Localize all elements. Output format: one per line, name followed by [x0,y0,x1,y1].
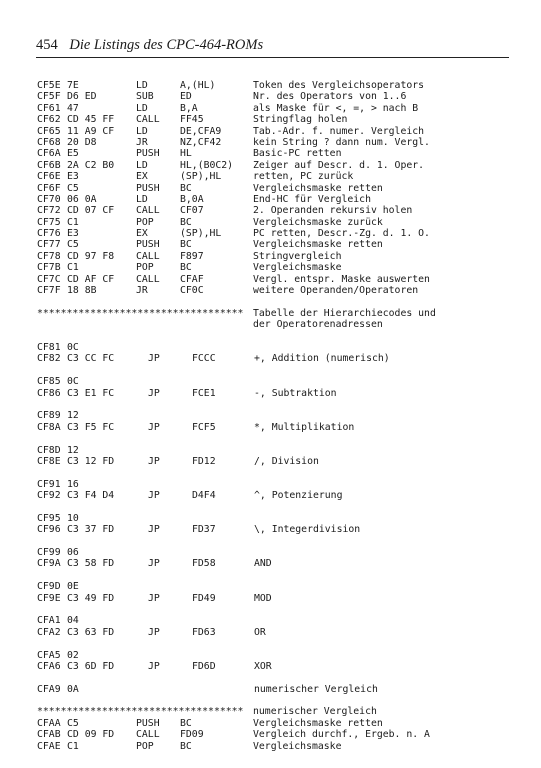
address: CF65 [37,125,61,137]
mnemonic: SUB [136,91,154,103]
code-line [37,262,507,273]
table-entry-code [37,650,507,661]
mnemonic: PUSH [136,182,160,194]
operand: HL,(B0C2) [180,159,234,171]
mnemonic: JP [148,626,160,638]
mnemonic: JR [136,136,148,148]
header-rule [36,57,509,58]
address: CF86 [37,387,61,399]
operand: BC [180,717,192,729]
operand: CFAF [180,273,204,285]
table-entry-code [37,445,507,456]
mnemonic: CALL [136,114,160,126]
address: CF5F [37,91,61,103]
hex-bytes: C5 [67,182,79,194]
comment: *, Multiplikation [254,421,355,433]
hex-bytes: 2A C2 B0 [67,159,115,171]
address: CF89 [37,410,61,422]
address: CFA9 [37,683,61,695]
comment: Vergleichsmaske [253,262,342,274]
address: CF99 [37,547,61,559]
code-line [37,239,507,250]
address: CFA1 [37,615,61,627]
hex-bytes: C5 [67,239,79,251]
blank-line [37,467,507,478]
mnemonic: PUSH [136,148,160,160]
operand: BC [180,216,192,228]
mnemonic: LD [136,125,148,137]
code-line [37,114,507,125]
operand: B,0A [180,193,204,205]
comment: /, Division [254,455,319,467]
table-entry-jump [37,593,507,604]
address: CF62 [37,114,61,126]
hex-bytes: 16 [67,478,79,490]
hex-bytes: 06 0A [67,193,97,205]
comment: als Maske für <, =, > nach B [253,102,419,114]
address: CF96 [37,524,61,536]
address: CF6B [37,159,61,171]
comment: weitere Operanden/Operatoren [253,285,419,297]
address: CF81 [37,341,61,353]
hex-bytes: D6 ED [67,91,97,103]
table-entry-code [37,547,507,558]
operand: FD63 [192,626,216,638]
operand: FD6D [192,660,216,672]
operand: D4F4 [192,490,216,502]
hex-bytes: 20 D8 [67,136,97,148]
hex-bytes: 0E [67,581,79,593]
hex-bytes: C3 F5 FC [67,421,115,433]
blank-line [37,296,507,307]
separator-stars: *********************************** [37,706,244,718]
code-line [37,91,507,102]
mnemonic: CALL [136,729,160,741]
comment: Vergleichsmaske retten [253,717,383,729]
hex-bytes: 12 [67,444,79,456]
table-entry-code [37,615,507,626]
comment: AND [254,558,272,570]
code-line [37,137,507,148]
mnemonic: CALL [136,250,160,262]
operand: FD58 [192,558,216,570]
hex-bytes: C3 49 FD [67,592,115,604]
comment: Token des Vergleichsoperators [253,80,425,91]
mnemonic: POP [136,740,154,752]
address: CF7B [37,262,61,274]
code-line [37,251,507,262]
address: CF7F [37,285,61,297]
mnemonic: JP [148,660,160,672]
operand: CF0C [180,285,204,297]
code-line [37,718,507,729]
address: CF5E [37,80,61,91]
operand: FD49 [192,592,216,604]
table-entry-jump [37,524,507,535]
comment: Tab.-Adr. f. numer. Vergleich [253,125,425,137]
address: CFAE [37,740,61,752]
operand: FD37 [192,524,216,536]
comment: retten, PC zurück [253,171,354,183]
mnemonic: JP [148,524,160,536]
code-line [37,80,507,91]
blank-line [37,604,507,615]
mnemonic: LD [136,102,148,114]
code-line [37,285,507,296]
hex-bytes: C1 [67,740,79,752]
operand: BC [180,740,192,752]
hex-bytes: CD 45 FF [67,114,115,126]
table-entry-code [37,410,507,421]
operand: BC [180,182,192,194]
address: CF77 [37,239,61,251]
table-entry-code [37,342,507,353]
address: CF75 [37,216,61,228]
operand: NZ,CF42 [180,136,222,148]
hex-bytes: C3 F4 D4 [67,490,115,502]
address: CF61 [37,102,61,114]
hex-bytes: CD AF CF [67,273,115,285]
comment: OR [254,626,266,638]
mnemonic: LD [136,193,148,205]
hex-bytes: 47 [67,102,79,114]
section-heading-line [37,319,507,330]
address: CFAB [37,729,61,741]
hex-bytes: E3 [67,171,79,183]
hex-bytes: C1 [67,216,79,228]
mnemonic: JP [148,353,160,365]
blank-line [37,695,507,706]
hex-bytes: 0A [67,683,79,695]
address: CF6E [37,171,61,183]
operand: FD12 [192,455,216,467]
table-entry-jump [37,388,507,399]
mnemonic: JR [136,285,148,297]
address: CF8E [37,455,61,467]
operand: FD09 [180,729,204,741]
hex-bytes: C3 CC FC [67,353,115,365]
comment: XOR [254,660,272,672]
table-entry-jump [37,422,507,433]
comment: MOD [254,592,272,604]
code-line [37,217,507,228]
section-heading: der Operatorenadressen [253,319,383,331]
comment: kein String ? dann num. Vergl. [253,136,430,148]
code-line [37,205,507,216]
comment: +, Addition (numerisch) [254,353,390,365]
hex-bytes: 11 A9 CF [67,125,115,137]
code-line [37,274,507,285]
table-entry-jump [37,558,507,569]
operand: FCCC [192,353,216,365]
table-entry-jump [37,456,507,467]
comment: Basic-PC retten [253,148,342,160]
code-line [37,171,507,182]
operand: FF45 [180,114,204,126]
comment: Vergl. entspr. Maske auswerten [253,273,430,285]
table-entry-code [37,513,507,524]
hex-bytes: 0C [67,376,79,388]
operand: B,A [180,102,198,114]
address: CF7C [37,273,61,285]
section-separator [37,308,507,319]
operand: HL [180,148,192,160]
hex-bytes: C3 12 FD [67,455,115,467]
comment: PC retten, Descr.-Zg. d. 1. O. [253,228,430,240]
address: CF6F [37,182,61,194]
blank-line [37,365,507,376]
address: CF6A [37,148,61,160]
operand: FCF5 [192,421,216,433]
hex-bytes: C1 [67,262,79,274]
blank-line [37,331,507,342]
hex-bytes: C3 58 FD [67,558,115,570]
code-line [37,194,507,205]
blank-line [37,536,507,547]
mnemonic: EX [136,171,148,183]
section-heading: numerischer Vergleich [253,706,377,718]
address: CF8A [37,421,61,433]
mnemonic: CALL [136,273,160,285]
hex-bytes: CD 09 FD [67,729,115,741]
comment: Vergleichsmaske zurück [253,216,383,228]
page-header [36,36,506,54]
comment: 2. Operanden rekursiv holen [253,205,413,217]
comment: Vergleichsmaske retten [253,239,383,251]
code-line [37,148,507,159]
mnemonic: JP [148,490,160,502]
comment: End-HC für Vergleich [253,193,371,205]
address: CF95 [37,512,61,524]
operand: FCE1 [192,387,216,399]
mnemonic: PUSH [136,239,160,251]
hex-bytes: C3 37 FD [67,524,115,536]
operand: DE,CFA9 [180,125,222,137]
section-separator [37,706,507,717]
table-entry-jump [37,627,507,638]
comment: Vergleichsmaske [253,740,342,752]
hex-bytes: C5 [67,717,79,729]
address: CF8D [37,444,61,456]
hex-bytes: 0C [67,341,79,353]
hex-bytes: E5 [67,148,79,160]
separator-stars: *********************************** [37,307,244,319]
comment: numerischer Vergleich [254,683,378,695]
hex-bytes: 10 [67,512,79,524]
address: CF70 [37,193,61,205]
address: CFA6 [37,660,61,672]
mnemonic: POP [136,262,154,274]
code-line [37,183,507,194]
operand: F897 [180,250,204,262]
address: CF68 [37,136,61,148]
operand: CF07 [180,205,204,217]
comment: Vergleich durchf., Ergeb. n. A [253,729,430,741]
blank-line [37,638,507,649]
code-line [37,684,507,695]
mnemonic: JP [148,455,160,467]
operand: (SP),HL [180,228,222,240]
operand: BC [180,239,192,251]
mnemonic: JP [148,421,160,433]
mnemonic: JP [148,592,160,604]
code-line [37,126,507,137]
address: CF9A [37,558,61,570]
address: CF76 [37,228,61,240]
hex-bytes: 7E [67,80,79,91]
hex-bytes: 02 [67,649,79,661]
address: CF85 [37,376,61,388]
blank-line [37,399,507,410]
hex-bytes: 12 [67,410,79,422]
mnemonic: JP [148,558,160,570]
hex-bytes: E3 [67,228,79,240]
table-entry-code [37,479,507,490]
comment: Stringflag holen [253,114,348,126]
mnemonic: PUSH [136,717,160,729]
hex-bytes: 18 8B [67,285,97,297]
blank-line [37,672,507,683]
code-line [37,228,507,239]
section-heading: Tabelle der Hierarchiecodes und [253,307,436,319]
comment: \, Integerdivision [254,524,361,536]
address: CFA5 [37,649,61,661]
address: CFA2 [37,626,61,638]
table-entry-jump [37,661,507,672]
comment: Nr. des Operators von 1..6 [253,91,407,103]
hex-bytes: C3 E1 FC [67,387,115,399]
comment: Zeiger auf Descr. d. 1. Oper. [253,159,425,171]
hex-bytes: CD 97 F8 [67,250,115,262]
mnemonic: LD [136,80,148,91]
blank-line [37,570,507,581]
table-entry-code [37,581,507,592]
mnemonic: CALL [136,205,160,217]
table-entry-code [37,376,507,387]
mnemonic: EX [136,228,148,240]
page-number: 454 [36,37,58,53]
operand: ED [180,91,192,103]
mnemonic: JP [148,387,160,399]
address: CF9E [37,592,61,604]
operand: (SP),HL [180,171,222,183]
address: CF72 [37,205,61,217]
hex-bytes: 06 [67,547,79,559]
rom-listing [37,80,507,752]
comment: ^, Potenzierung [254,490,343,502]
code-line [37,103,507,114]
comment: Vergleichsmaske retten [253,182,383,194]
hex-bytes: 04 [67,615,79,627]
operand: BC [180,262,192,274]
address: CF78 [37,250,61,262]
code-line [37,729,507,740]
code-line [37,160,507,171]
address: CF82 [37,353,61,365]
table-entry-jump [37,490,507,501]
address: CF92 [37,490,61,502]
mnemonic: POP [136,216,154,228]
table-entry-jump [37,353,507,364]
mnemonic: LD [136,159,148,171]
code-line [37,741,507,752]
operand: A,(HL) [180,80,216,91]
comment: -, Subtraktion [254,387,337,399]
hex-bytes: C3 6D FD [67,660,115,672]
hex-bytes: CD 07 CF [67,205,115,217]
address: CF91 [37,478,61,490]
blank-line [37,501,507,512]
address: CFAA [37,717,61,729]
address: CF9D [37,581,61,593]
blank-line [37,433,507,444]
hex-bytes: C3 63 FD [67,626,115,638]
page-title: Die Listings des CPC-464-ROMs [69,37,264,53]
comment: Stringvergleich [253,250,342,262]
